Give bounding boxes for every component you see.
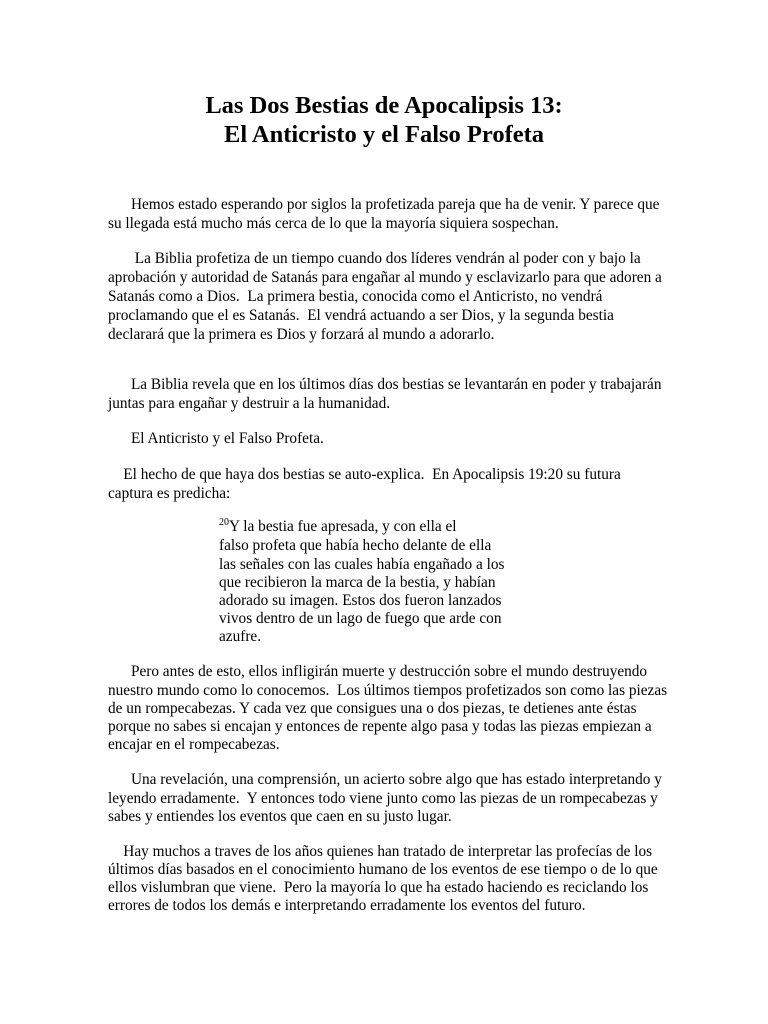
paragraph-3-line: juntas para engañar y destruir a la humanidad. xyxy=(108,395,391,412)
paragraph-2-line: aprobación y autoridad de Satanás para engañar al mundo y esclavizarlo para que adoren a xyxy=(108,269,662,286)
paragraph-6-line: de un rompecabezas. Y cada vez que consigues una o dos piezas, te detienes ante éstas xyxy=(108,700,637,717)
paragraph-6-line: nuestro mundo como lo conocemos. Los últimos tiempos profetizados son como las piezas xyxy=(108,682,668,699)
title-line-1: Las Dos Bestias de Apocalipsis 13: xyxy=(205,92,563,119)
paragraph-6-line: porque no sabes si encajan y entonces de repente algo pasa y todas las piezas empiezan a xyxy=(108,718,652,735)
paragraph-1-line: Hemos estado esperando por siglos la profetizada pareja que ha de venir. Y parece que xyxy=(108,196,660,213)
paragraph-2-line: La Biblia profetiza de un tiempo cuando dos líderes vendrán al poder con y bajo la xyxy=(108,250,641,267)
paragraph-2-line: declarará que la primera es Dios y forzará al mundo a adorarlo. xyxy=(108,326,495,343)
paragraph-8-line: ellos vislumbran que viene. Pero la mayoría lo que ha estado haciendo es reciclando los xyxy=(108,879,649,896)
quote-line: vivos dentro de un lago de fuego que arde con xyxy=(219,610,502,627)
paragraph-7-line: leyendo erradamente. Y entonces todo viene junto como las piezas de un rompecabezas y xyxy=(108,790,658,807)
paragraph-7-line: Una revelación, una comprensión, un acierto sobre algo que has estado interpretando y xyxy=(108,771,662,788)
title-line-2: El Anticristo y el Falso Profeta xyxy=(223,121,545,148)
quote-text: Y la bestia fue apresada, y con ella el xyxy=(229,518,457,535)
paragraph-8-line: errores de todos los demás e interpretando erradamente los eventos del futuro. xyxy=(108,897,586,914)
paragraph-2-line: Satanás como a Dios. La primera bestia, conocida como el Anticristo, no vendrá xyxy=(108,288,603,305)
paragraph-5-line: captura es predicha: xyxy=(108,485,231,502)
paragraph-5-line: El hecho de que haya dos bestias se auto-explica. En Apocalipsis 19:20 su futura xyxy=(108,466,621,483)
paragraph-8-line: últimos días basados en el conocimiento humano de los eventos de ese tiempo o de lo que xyxy=(108,861,658,878)
paragraph-8-line: Hay muchos a traves de los años quienes han tratado de interpretar las profecías de los xyxy=(108,843,653,860)
paragraph-6-line: Pero antes de esto, ellos infligirán muerte y destrucción sobre el mundo destruyendo xyxy=(108,663,648,680)
quote-line: falso profeta que había hecho delante de ella xyxy=(219,537,492,554)
paragraph-3-line: La Biblia revela que en los últimos días dos bestias se levantarán en poder y trabajarán xyxy=(108,376,662,393)
paragraph-7-line: sabes y entiendes los eventos que caen en su justo lugar. xyxy=(108,808,452,825)
quote-line: adorado su imagen. Estos dos fueron lanzados xyxy=(219,592,502,609)
paragraph-6-line: encajar en el rompecabezas. xyxy=(108,736,280,753)
quote-line: azufre. xyxy=(219,628,262,645)
quote-line xyxy=(219,517,457,536)
paragraph-2-line: proclamando que el es Satanás. El vendrá actuando a ser Dios, y la segunda bestia xyxy=(108,307,614,324)
verse-number: 20 xyxy=(219,516,229,528)
paragraph-4-line: El Anticristo y el Falso Profeta. xyxy=(108,430,324,447)
quote-line: las señales con las cuales había engañado a los xyxy=(219,556,505,573)
paragraph-1-line: su llegada está mucho más cerca de lo que la mayoría siquiera sospechan. xyxy=(108,215,559,232)
quote-line: que recibieron la marca de la bestia, y habían xyxy=(219,574,496,591)
